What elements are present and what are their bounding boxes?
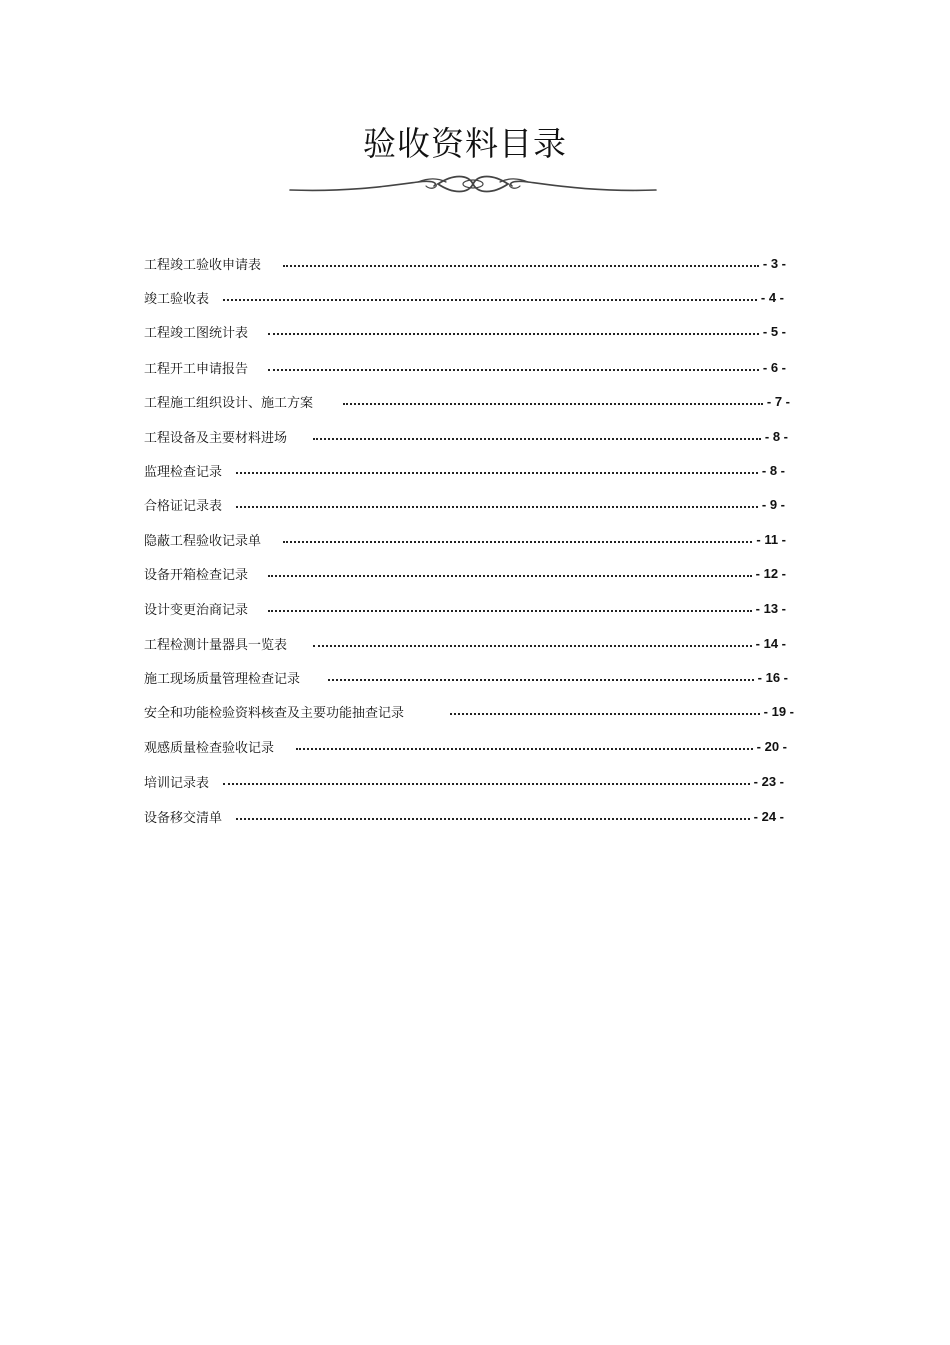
toc-entry-label: 设备移交清单 <box>144 810 223 826</box>
toc-entry-label: 工程竣工图统计表 <box>144 325 249 341</box>
toc-entry-page: - 4 - <box>760 289 784 305</box>
toc-entry-label: 设备开箱检查记录 <box>144 567 249 583</box>
flourish-divider-icon <box>288 170 658 200</box>
toc-entry-label: 工程施工组织设计、施工方案 <box>144 395 314 411</box>
toc-entry-label: 工程竣工验收申请表 <box>144 257 262 273</box>
toc-leader <box>268 610 752 612</box>
toc-entry-label: 隐蔽工程验收记录单 <box>144 533 262 549</box>
toc-leader <box>268 333 759 335</box>
toc-entry[interactable] <box>144 356 786 378</box>
toc-entry-label: 施工现场质量管理检查记录 <box>144 671 301 687</box>
toc-entry-label: 工程开工申请报告 <box>144 361 249 377</box>
toc-entry-page: - 14 - <box>755 635 786 651</box>
toc-entry-label: 合格证记录表 <box>144 498 223 514</box>
toc-entry[interactable] <box>144 252 786 274</box>
toc-entry[interactable] <box>144 320 786 342</box>
page-title: 验收资料目录 <box>363 124 567 163</box>
toc-entry-page: - 5 - <box>762 323 786 339</box>
toc-entry-label: 培训记录表 <box>144 775 210 791</box>
toc-entry-page: - 8 - <box>761 462 785 478</box>
toc-entry-page: - 3 - <box>762 255 786 271</box>
toc-entry[interactable] <box>144 390 790 412</box>
toc-entry-label: 监理检查记录 <box>144 464 223 480</box>
toc-leader <box>268 369 759 371</box>
toc-leader <box>223 299 757 301</box>
toc-leader <box>223 783 750 785</box>
toc-entry[interactable] <box>144 597 786 619</box>
toc-entry-label: 安全和功能检验资料核查及主要功能抽查记录 <box>144 705 405 721</box>
toc-leader <box>313 645 752 647</box>
toc-entry[interactable] <box>144 528 786 550</box>
toc-entry-page: - 24 - <box>753 808 784 824</box>
toc-leader <box>313 438 761 440</box>
toc-entry-page: - 20 - <box>756 738 787 754</box>
toc-entry-label: 观感质量检查验收记录 <box>144 740 275 756</box>
toc-leader <box>283 265 759 267</box>
toc-entry-page: - 9 - <box>761 496 785 512</box>
toc-entry[interactable] <box>144 459 785 481</box>
toc-entry[interactable] <box>144 286 784 308</box>
toc-entry-page: - 13 - <box>755 600 786 616</box>
toc-entry[interactable] <box>144 770 784 792</box>
toc-entry[interactable] <box>144 562 786 584</box>
toc-entry-label: 工程检测计量器具一览表 <box>144 637 288 653</box>
toc-entry-page: - 12 - <box>755 565 786 581</box>
toc-leader <box>236 472 758 474</box>
toc-leader <box>296 748 753 750</box>
toc-entry-label: 工程设备及主要材料进场 <box>144 430 288 446</box>
toc-entry-label: 竣工验收表 <box>144 291 210 307</box>
toc-entry[interactable] <box>144 805 784 827</box>
toc-entry-page: - 6 - <box>762 359 786 375</box>
toc-entry[interactable] <box>144 493 785 515</box>
toc-entry[interactable] <box>144 632 786 654</box>
toc-leader <box>328 679 754 681</box>
toc-leader <box>236 818 750 820</box>
toc-leader <box>236 506 758 508</box>
toc-entry-page: - 16 - <box>757 669 788 685</box>
toc-entry-label: 设计变更治商记录 <box>144 602 249 618</box>
toc-leader <box>450 713 760 715</box>
toc-entry[interactable] <box>144 425 788 447</box>
toc-entry-page: - 7 - <box>766 393 790 409</box>
toc-entry-page: - 8 - <box>764 428 788 444</box>
toc-entry-page: - 23 - <box>753 773 784 789</box>
toc-leader <box>268 575 752 577</box>
toc-entry-page: - 19 - <box>763 703 794 719</box>
toc-leader <box>343 403 763 405</box>
toc-leader <box>283 541 752 543</box>
toc-entry[interactable] <box>144 735 787 757</box>
toc-entry[interactable] <box>144 666 788 688</box>
toc-entry-page: - 11 - <box>756 531 786 547</box>
toc-entry[interactable] <box>144 700 794 722</box>
